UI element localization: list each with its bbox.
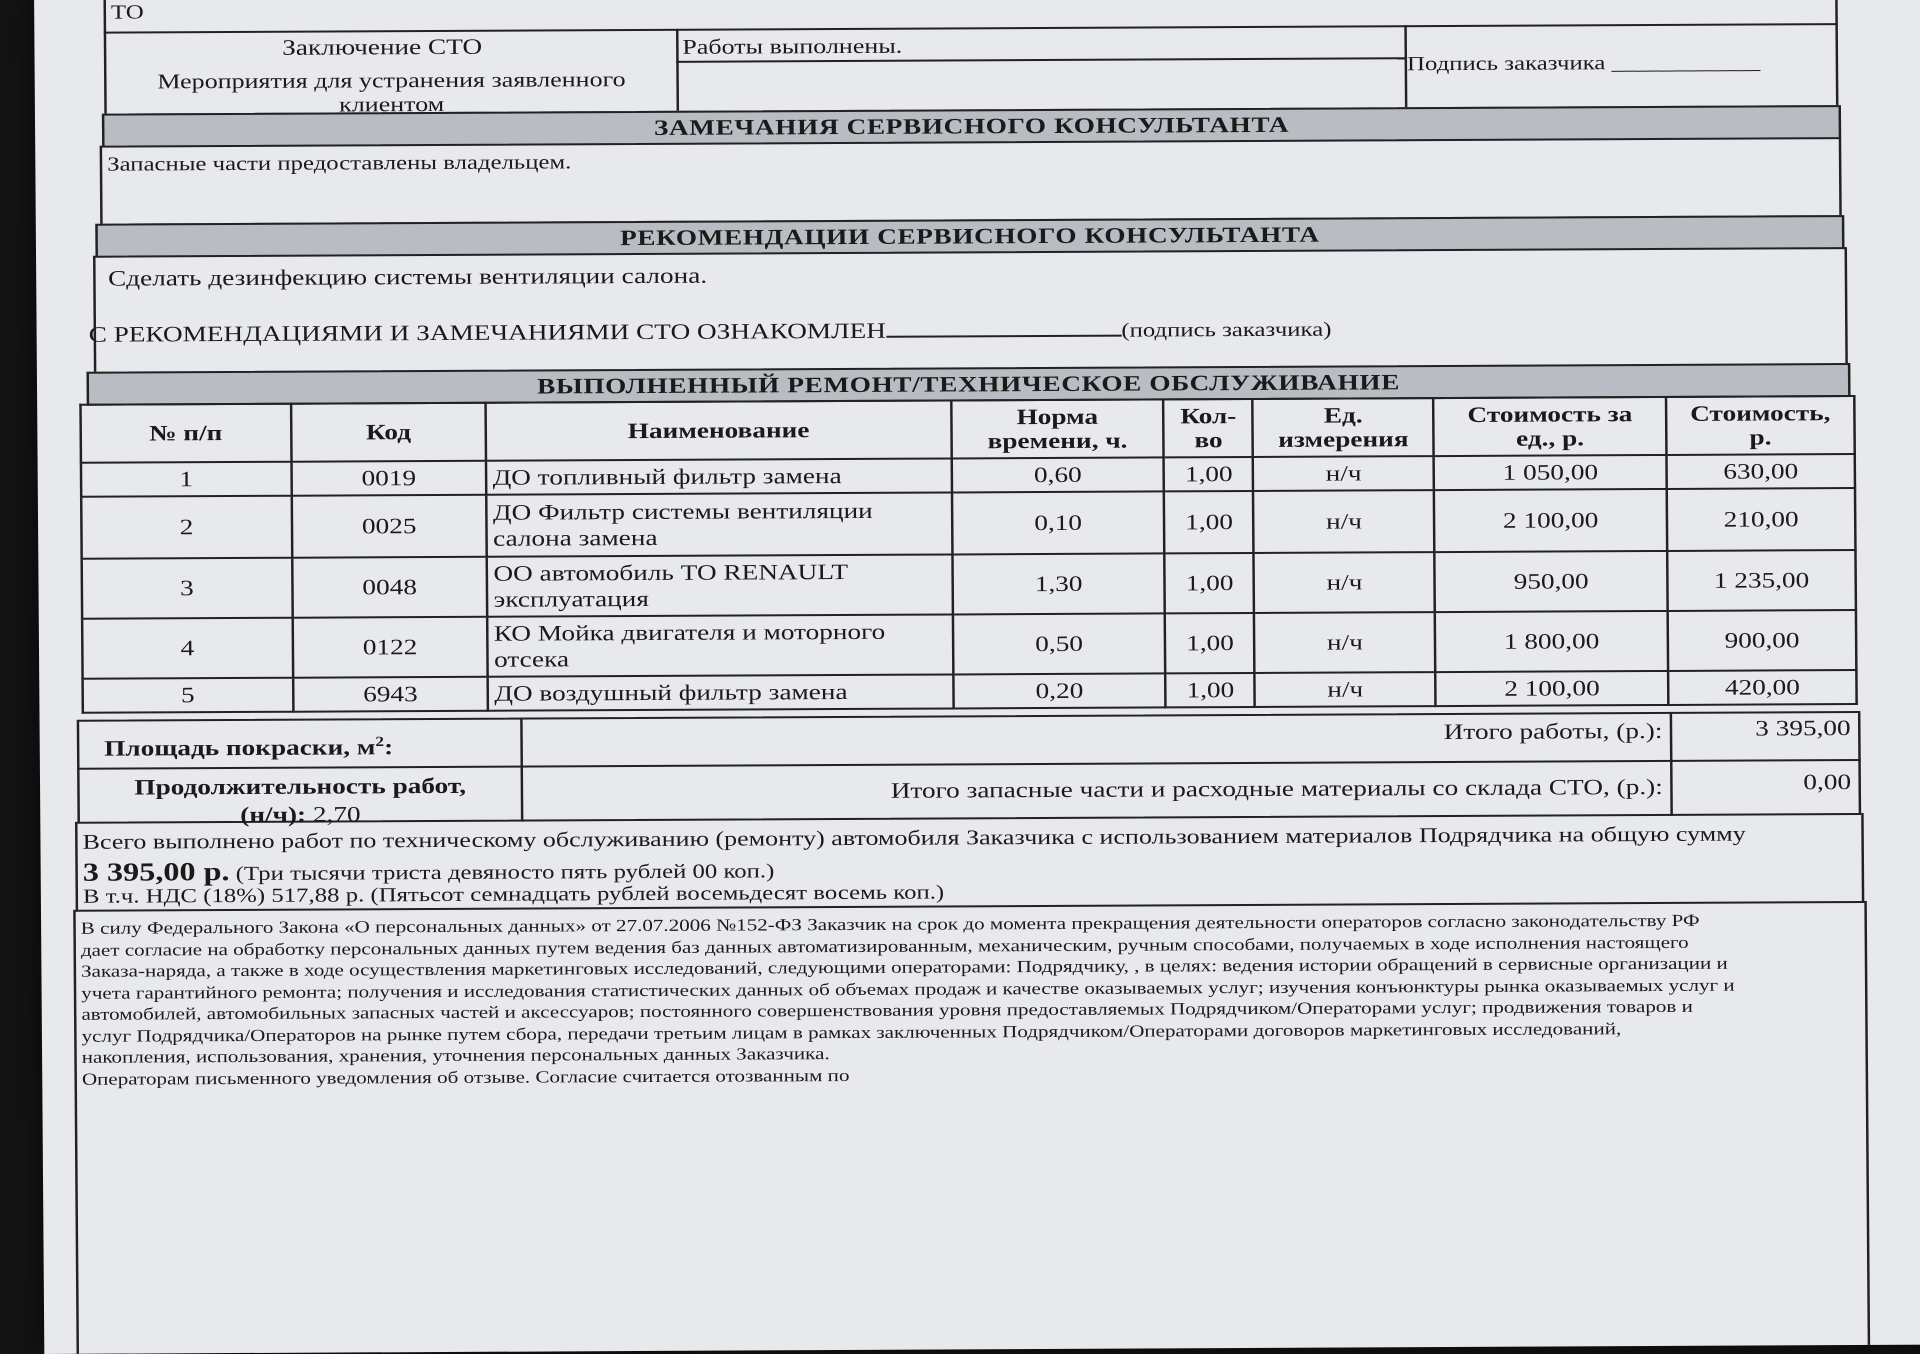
row-name: ДО топливный фильтр замена [486,458,951,494]
acknowledgement-line: С РЕКОМЕНДАЦИЯМИ И ЗАМЕЧАНИЯМИ СТО ОЗНАКОМЛЕН (подпись заказчика) [88,317,1332,347]
remarks-heading: ЗАМЕЧАНИЯ СЕРВИСНОГО КОНСУЛЬТАНТА [102,105,1841,148]
total-amount: 3 395,00 р. [82,857,230,887]
col-header-norm: Норма времени, ч. [951,399,1164,458]
row-qty: 1,00 [1164,491,1254,553]
row-code: 6943 [293,677,489,712]
row-number: 2 [81,496,292,559]
total-text: Всего выполнено работ по техническому обслуживанию (ремонту) автомобиля Заказчика с использованием материалов Подрядчика на общую сумму [82,821,1746,854]
row-unit: н/ч [1254,612,1435,673]
row-unit: н/ч [1254,552,1435,613]
conclusion-label: Заключение СТО [282,33,483,60]
row-code: 0122 [292,617,488,678]
recommendations-text: Сделать дезинфекцию системы вентиляции салона. [107,262,708,291]
remarks-box [100,137,1842,226]
row-price: 2 100,00 [1434,489,1667,552]
row-number: 3 [82,558,293,619]
customer-signature-label: Подпись заказчика ____________ [1406,51,1761,76]
row-cost: 1 235,00 [1667,550,1856,611]
col-header-cost: Стоимость, р. [1666,396,1855,455]
row-number: 4 [82,618,293,679]
row-name: ДО Фильтр системы вентиляции салона замена [487,492,952,556]
col-header-unit: Ед. измерения [1253,398,1434,457]
row-name: КО Мойка двигателя и моторного отсека [488,614,953,676]
row-qty: 1,00 [1166,673,1255,707]
col-header-unit-price: Стоимость за ед., р. [1433,397,1666,456]
row-price: 2 100,00 [1436,671,1669,706]
header-label-to: ТО [110,1,144,24]
row-number: 5 [83,678,293,713]
col-header-name: Наименование [486,400,951,460]
table-header-row [81,396,1855,463]
row-unit: н/ч [1253,490,1434,553]
duration-label: Продолжительность работ, (н/ч): 2,70 [134,772,467,827]
row-cost: 630,00 [1666,454,1854,489]
col-header-number: № п/п [81,404,292,463]
total-amount-words: (Три тысячи триста девяносто пять рублей 00 коп.) [229,860,775,886]
row-name: ДО воздушный фильтр замена [488,674,953,710]
row-code: 0048 [292,557,488,618]
table-row [81,488,1855,559]
document-sheet [34,0,1920,1354]
row-qty: 1,00 [1165,613,1255,673]
col-header-code: Код [291,403,487,462]
legal-text: В силу Федерального Закона «О персональных данных» от 27.07.2006 №152-ФЗ Заказчик на срок до момента прекращения деятельности операторов согласно законодательству РФ дает согласие на обработку персональных данных путем ведения баз данных автоматизированным, механическим, ручным способами, получаемых в ходе исполнения настоящего Заказа-наряда, а также в ходе осуществления маркетинговых исследований, следующими операторами: Подрядчику, , в целях: ведения истории обращений в сервисные организации и учета гарантийного ремонта; получения и исследования статистических данных об объемах продаж и качестве оказываемых услуг; изучения конъюнктуры рынка оказываемых услуг и автомобилей, автомобильных запасных частей и аксессуаров; постоянного совершенствования уровня предоставляемых Подрядчиком/Операторами услуг; продвижения товаров и услуг Подрядчика/Операторов на рынке путем сбора, передачи третьим лицам в рамках заключенных Подрядчиком/Операторами договоров маркетинговых исследований, накопления, использования, хранения, уточнения персональных данных Заказчика. Операторам письменного уведомления об отзыве. Согласие считается отозванным по [80,910,1735,1089]
row-qty: 1,00 [1165,553,1255,613]
row-unit: н/ч [1255,672,1436,707]
col-header-qty: Кол- во [1164,399,1254,457]
row-unit: н/ч [1253,456,1434,491]
row-norm: 0,50 [952,613,1165,674]
recommendations-heading: РЕКОМЕНДАЦИИ СЕРВИСНОГО КОНСУЛЬТАНТА [95,215,1844,258]
remarks-text: Запасные части предоставлены владельцем. [107,151,572,176]
row-price: 1 800,00 [1435,611,1668,672]
row-code: 0019 [291,461,487,496]
parts-total-label: Итого запасные части и расходные материалы со склада СТО, (р.): [890,773,1663,803]
row-price: 1 050,00 [1434,455,1667,490]
table-row [82,610,1856,679]
measures-label: Мероприятия для устранения заявленного клиентом [157,67,626,117]
work-heading: ВЫПОЛНЕННЫЙ РЕМОНТ/ТЕХНИЧЕСКОЕ ОБСЛУЖИВАНИЕ [86,363,1850,406]
vat-line: В т.ч. НДС (18%) 517,88 р. (Пятьсот семнадцать рублей восемьдесят восемь коп.) [82,881,945,908]
row-norm: 0,10 [952,491,1165,554]
works-done-text: Работы выполнены. [682,33,903,59]
work-total-label: Итого работы, (р.): [1443,717,1663,745]
row-norm: 0,60 [951,457,1164,492]
work-table [79,395,1858,714]
row-norm: 1,30 [952,553,1165,614]
row-cost: 210,00 [1667,488,1856,551]
row-number: 1 [81,462,291,497]
table-row [82,550,1856,619]
row-price: 950,00 [1435,551,1668,612]
paint-area-label: Площадь покраски, $м^2$: [104,734,394,761]
row-cost: 900,00 [1668,610,1857,671]
row-norm: 0,20 [953,673,1166,708]
signature-blank [886,317,1121,338]
work-total-value: 3 395,00 [1755,715,1851,741]
row-name: ОО автомобиль ТО RENAULT эксплуатация [487,554,952,616]
row-code: 0025 [291,495,487,558]
parts-total-value: 0,00 [1803,769,1852,795]
row-qty: 1,00 [1164,457,1253,491]
row-cost: 420,00 [1668,670,1856,705]
